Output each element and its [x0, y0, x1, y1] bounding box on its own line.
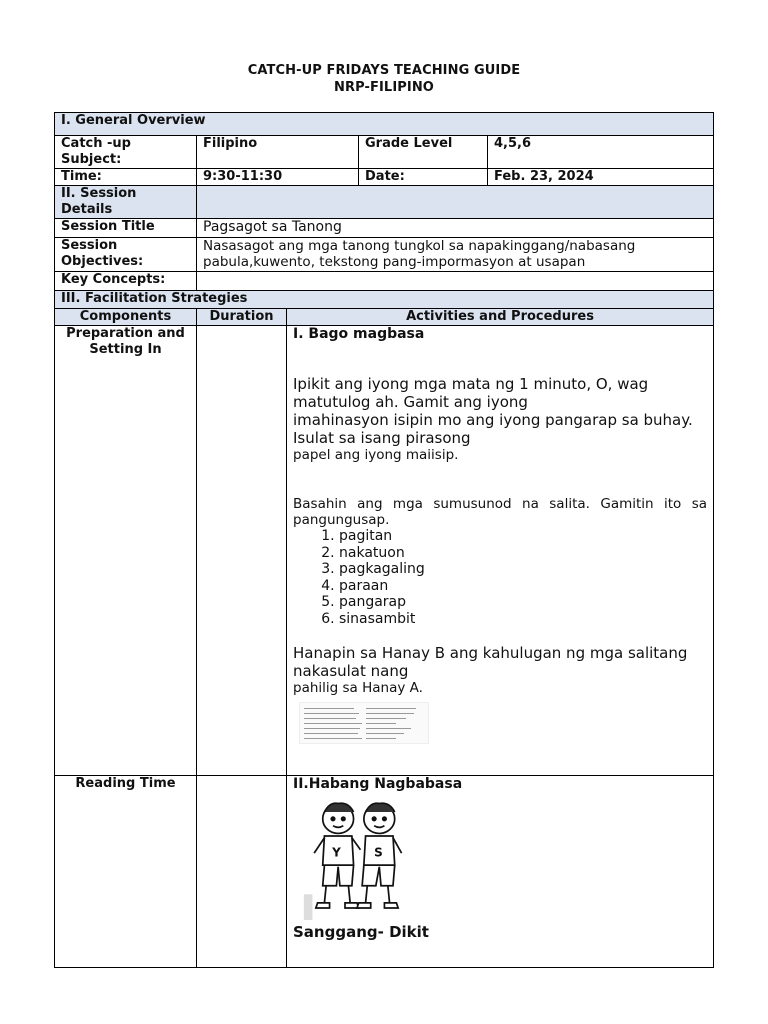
key-concepts-value — [197, 272, 714, 291]
facilitation-header: III. Facilitation Strategies — [55, 291, 714, 309]
activity-paragraph-2: Basahin ang mga sumusunod na salita. Gamitin ito sa pangungusap. — [293, 496, 708, 528]
list-item: 5. pangarap — [339, 594, 707, 611]
activities-preparation — [287, 326, 714, 776]
session-objectives-label: Session Objectives: — [55, 238, 197, 272]
duration-reading-time — [197, 776, 287, 968]
date-label: Date: — [359, 169, 488, 186]
story-title: Sanggang- Dikit — [293, 923, 429, 941]
worksheet-thumbnail-icon — [299, 702, 429, 744]
col-duration: Duration — [197, 309, 287, 326]
col-components: Components — [55, 309, 197, 326]
activity-paragraph-1a: Ipikit ang iyong mga mata ng 1 minuto, O, wag matutulog ah. Gamit ang iyong — [293, 375, 649, 411]
time-value: 9:30-11:30 — [197, 169, 359, 186]
list-item: 4. paraan — [339, 578, 707, 595]
general-overview-header: I. General Overview — [55, 113, 714, 136]
svg-text:S: S — [374, 845, 383, 860]
activity-heading-while-reading: II.Habang Nagbabasa — [293, 776, 463, 792]
subject-label: Catch -up Subject: — [55, 136, 197, 169]
list-item: 6. sinasambit — [339, 611, 707, 628]
document-subtitle: NRP-FILIPINO — [334, 80, 434, 95]
teaching-guide-table — [54, 112, 714, 968]
list-item: 1. pagitan — [339, 528, 707, 545]
component-reading-time: Reading Time — [55, 776, 197, 968]
vocabulary-list — [293, 528, 707, 627]
svg-text:Y: Y — [332, 845, 341, 860]
time-label: Time: — [55, 169, 197, 186]
activities-reading-time — [287, 776, 714, 968]
session-details-header: II. Session Details — [55, 186, 197, 219]
activity-paragraph-1b: imahinasyon isipin mo ang iyong pangarap sa buhay. Isulat sa isang pirasong — [293, 411, 693, 447]
list-item: 2. nakatuon — [339, 545, 707, 562]
two-boys-illustration-icon — [295, 800, 419, 920]
session-title-label: Session Title — [55, 219, 197, 238]
col-activities: Activities and Procedures — [287, 309, 714, 326]
document-title: CATCH-UP FRIDAYS TEACHING GUIDE — [247, 63, 521, 78]
key-concepts-label: Key Concepts: — [55, 272, 197, 291]
session-objectives-value: Nasasagot ang mga tanong tungkol sa napakinggang/nabasang pabula,kuwento, tekstong pang-impormasyon at usapan — [197, 238, 714, 272]
list-item: 3. pagkagaling — [339, 561, 707, 578]
duration-preparation — [197, 326, 287, 776]
activity-paragraph-1c: papel ang iyong maiisip. — [293, 447, 459, 463]
grade-level-value: 4,5,6 — [488, 136, 714, 169]
session-details-header-fill — [197, 186, 714, 219]
grade-level-label: Grade Level — [359, 136, 488, 169]
component-preparation: Preparation and Setting In — [55, 326, 197, 776]
subject-value: Filipino — [197, 136, 359, 169]
activity-heading-before-reading: I. Bago magbasa — [293, 326, 425, 342]
session-title-value: Pagsagot sa Tanong — [197, 219, 714, 238]
activity-paragraph-3a: Hanapin sa Hanay B ang kahulugan ng mga salitang nakasulat nang — [293, 644, 688, 680]
date-value: Feb. 23, 2024 — [488, 169, 714, 186]
activity-paragraph-3b: pahilig sa Hanay A. — [293, 680, 423, 696]
